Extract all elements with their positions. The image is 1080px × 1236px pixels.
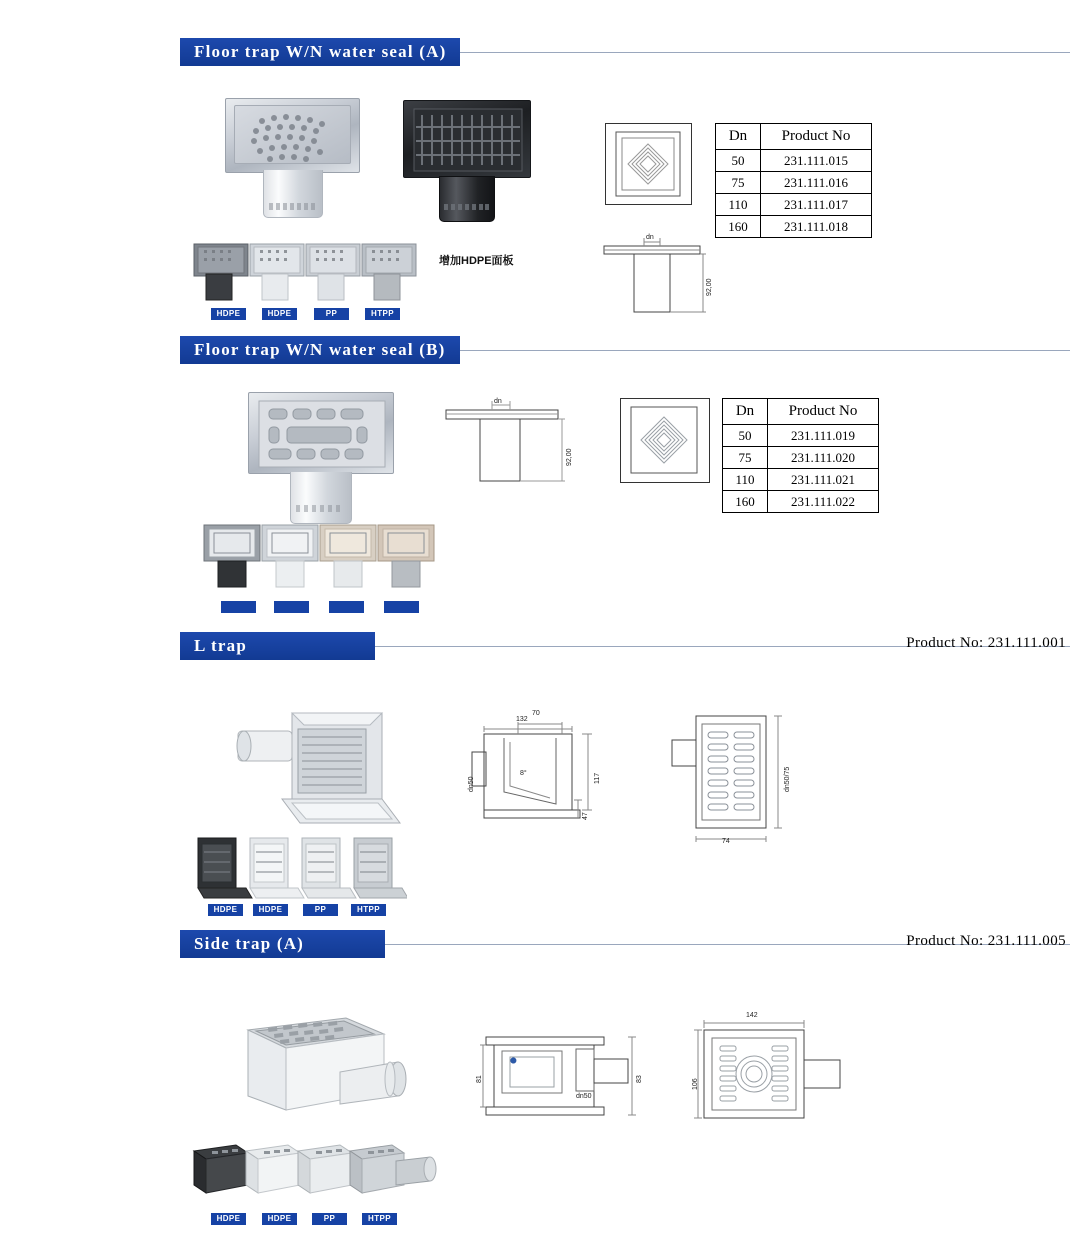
material-tag-pp: PP: [312, 1213, 347, 1225]
table-header-product-no: Product No: [761, 124, 872, 150]
dim-dn-label: dn: [646, 234, 654, 241]
floor-trap-a-topview: [605, 123, 692, 205]
cell-product-no: 231.111.022: [768, 491, 879, 513]
section-header: [0, 632, 1080, 662]
side-trap-photo: [228, 1000, 413, 1145]
floor-trap-b-sideview: [440, 398, 573, 493]
product-table-a: [715, 123, 872, 238]
floor-trap-b-topview: [620, 398, 710, 483]
table-header-dn: Dn: [716, 124, 761, 150]
cell-product-no: 231.111.019: [768, 425, 879, 447]
section-product-no: Product No: 231.111.005: [906, 933, 1066, 949]
dim-106: 106: [692, 1078, 699, 1090]
table-row: [723, 491, 879, 513]
material-tag-htpp: HTPP: [351, 904, 386, 916]
cell-product-no: 231.111.017: [761, 194, 872, 216]
material-tag-hdpe-2: HDPE: [262, 1213, 297, 1225]
cell-dn: 110: [716, 194, 761, 216]
section-side-trap-a: [0, 930, 1080, 1236]
brand-mark: ⬤: [510, 1058, 517, 1064]
material-tag-hdpe-2: HDPE: [253, 904, 288, 916]
cell-dn: 75: [723, 447, 768, 469]
table-header-dn: Dn: [723, 399, 768, 425]
section-floor-trap-a: [0, 38, 1080, 338]
dim-70: 70: [532, 710, 540, 717]
hdpe-grate-plate: [403, 100, 531, 178]
dim-angle: 8°: [520, 770, 527, 777]
section-product-no: Product No: 231.111.001: [906, 635, 1066, 651]
side-trap-sectionview: [476, 1025, 643, 1135]
section-title-badge: Floor trap W/N water seal (A): [180, 38, 460, 66]
table-row: [723, 425, 879, 447]
floor-trap-a-photo: [225, 98, 360, 243]
table-row: [716, 216, 872, 238]
dim-dn5075: dn50/75: [784, 766, 791, 792]
side-trap-topview: [690, 1012, 850, 1137]
dim-dn-label: dn: [494, 398, 502, 405]
material-tag-hdpe-1: HDPE: [208, 904, 243, 916]
material-tag-pp: PP: [314, 308, 349, 320]
section-title-badge: L trap: [180, 632, 375, 660]
dim-142: 142: [746, 1012, 758, 1019]
cell-dn: 50: [716, 150, 761, 172]
l-trap-sectionview: [470, 712, 610, 847]
table-row: [716, 172, 872, 194]
table-row: [716, 194, 872, 216]
dim-height-label: 92,00: [706, 278, 713, 296]
dim-47: 47: [582, 812, 589, 820]
section-header: [0, 336, 1080, 366]
section-header: [0, 930, 1080, 960]
section-title-badge: Side trap (A): [180, 930, 385, 958]
section-header: [0, 38, 1080, 68]
section-floor-trap-b: [0, 336, 1080, 631]
table-row: [723, 447, 879, 469]
dim-dn50: dn50: [576, 1093, 592, 1100]
hdpe-trap-body-pipe: [439, 176, 495, 222]
dim-height-label: 92,00: [566, 448, 573, 466]
cell-dn: 50: [723, 425, 768, 447]
cell-product-no: 231.111.018: [761, 216, 872, 238]
cell-dn: 110: [723, 469, 768, 491]
trap-body-pipe: [290, 472, 352, 524]
material-variants-b: [200, 521, 435, 601]
cell-dn: 75: [716, 172, 761, 194]
dim-117: 117: [594, 772, 601, 784]
table-row: [716, 150, 872, 172]
cell-product-no: 231.111.016: [761, 172, 872, 194]
table-header-product-no: Product No: [768, 399, 879, 425]
cell-dn: 160: [723, 491, 768, 513]
material-tag-hdpe-2: HDPE: [262, 308, 297, 320]
material-tag-htpp: HTPP: [365, 308, 400, 320]
hdpe-panel-note: 增加HDPE面板: [439, 255, 514, 267]
l-trap-frontview: [670, 710, 805, 850]
table-row: [723, 469, 879, 491]
cell-product-no: 231.111.020: [768, 447, 879, 469]
floor-trap-a-hdpe-photo: [403, 100, 531, 267]
grate-plate: [248, 392, 394, 474]
cell-product-no: 231.111.015: [761, 150, 872, 172]
floor-trap-a-sideview: [600, 234, 713, 324]
cell-product-no: 231.111.021: [768, 469, 879, 491]
grate-plate: [225, 98, 360, 173]
section-l-trap: [0, 632, 1080, 932]
material-tag-htpp: HTPP: [362, 1213, 397, 1225]
material-tag-4: [384, 601, 419, 613]
dim-dn50: dn50: [468, 776, 475, 792]
product-table-b: [722, 398, 879, 513]
section-title-badge: Floor trap W/N water seal (B): [180, 336, 460, 364]
material-tag-1: [221, 601, 256, 613]
material-variants-side: [190, 1135, 440, 1210]
material-tag-hdpe-1: HDPE: [211, 1213, 246, 1225]
material-tag-pp: PP: [303, 904, 338, 916]
material-tag-2: [274, 601, 309, 613]
material-tag-3: [329, 601, 364, 613]
dim-74: 74: [722, 838, 730, 845]
dim-83: 83: [636, 1075, 643, 1083]
dim-81: 81: [476, 1075, 483, 1083]
material-tag-hdpe-1: HDPE: [211, 308, 246, 320]
material-variants-l: [192, 822, 407, 907]
cell-dn: 160: [716, 216, 761, 238]
dim-132: 132: [516, 716, 528, 723]
